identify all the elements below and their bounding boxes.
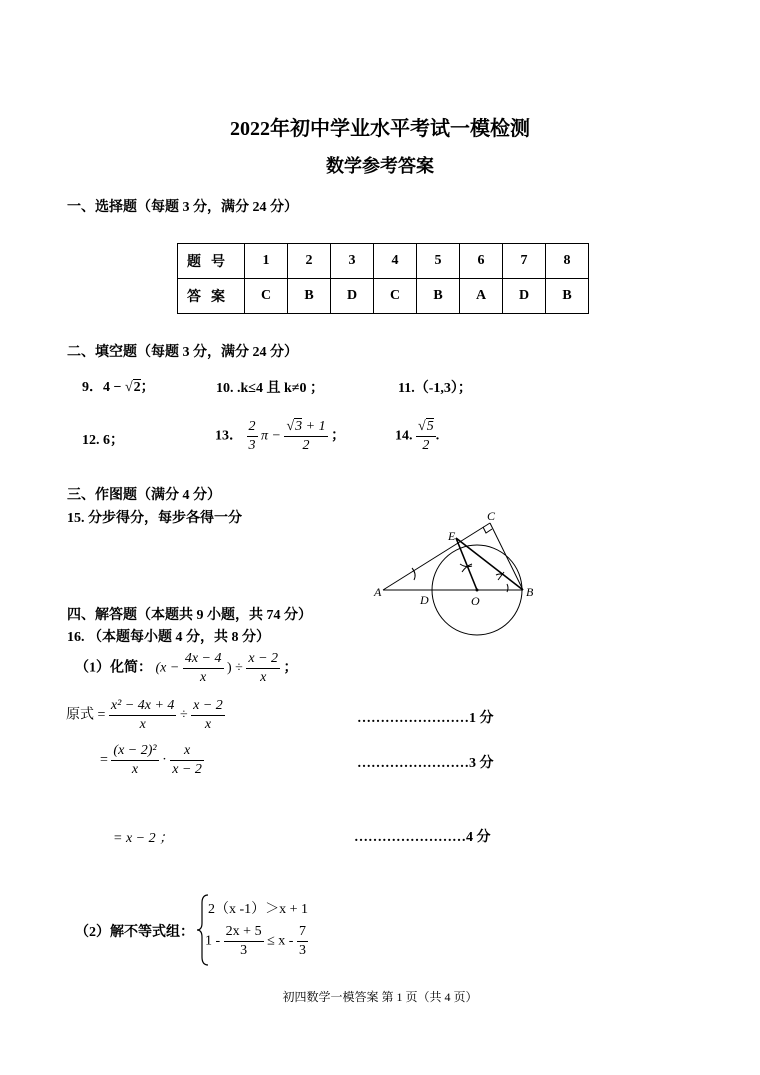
label-d: D: [420, 593, 429, 607]
q13-end: ；: [331, 428, 346, 444]
section2-heading: 二、填空题（每题 3 分，满分 24 分）: [67, 345, 298, 360]
answer-q10: 10. .k≤4 且 k≠0 ；: [216, 381, 324, 396]
table-cell: B: [288, 279, 331, 314]
q9-end: ；: [140, 380, 155, 395]
answer-q13: [215, 418, 345, 455]
table-cell: 2: [288, 244, 331, 279]
label-b: B: [526, 585, 534, 599]
table-cell: B: [417, 279, 460, 314]
table-cell: C: [245, 279, 288, 314]
score-step-3: ……………………4 分: [354, 830, 491, 845]
q14-label: 14.: [395, 428, 413, 444]
page-subtitle: 数学参考答案: [326, 156, 434, 176]
q13-mid: π −: [261, 428, 281, 444]
page-title: 2022年初中学业水平考试一模检测: [230, 118, 530, 140]
table-row-label: 题号: [178, 244, 245, 279]
q13-label: 13．: [215, 428, 243, 444]
table-cell: 4: [374, 244, 417, 279]
label-a: A: [374, 585, 382, 599]
table-row: [178, 279, 589, 314]
section4-heading: 四、解答题（本题共 9 小题，共 74 分）: [67, 608, 312, 623]
inequality-1: 2（x -1）＞x + 1: [208, 902, 309, 917]
answer-table: [177, 243, 589, 314]
q16-heading: 16. （本题每小题 4 分，共 8 分）: [67, 630, 270, 645]
table-row: [178, 244, 589, 279]
table-cell: 6: [460, 244, 503, 279]
answer-q11: 11.（-1,3）；: [398, 381, 472, 396]
q14-fraction: $\frac{√5}{2}$: [418, 419, 434, 453]
table-cell: 1: [245, 244, 288, 279]
q15-text: 15. 分步得分，每步各得一分: [67, 511, 242, 526]
q13-fraction-1: $\frac{2}{3}$: [248, 419, 256, 453]
table-row-label: 答案: [178, 279, 245, 314]
table-cell: A: [460, 279, 503, 314]
q13-fraction-2: $\frac{√3 + 1}{2}$: [286, 419, 326, 453]
score-step-2: ……………………3 分: [357, 756, 494, 771]
p1-label: （1）化简：: [75, 660, 152, 676]
page-footer: 初四数学一模答案 第 1 页（共 4 页）: [282, 990, 478, 1004]
q9-label: 9．: [82, 380, 103, 395]
solution-step-2: = $\frac{\text{(x − 2)²}}{x}$ · $\frac{x}{x - 2}$: [100, 743, 202, 777]
q9-root: 2: [133, 380, 141, 395]
solution-step-3: = x − 2 ；: [113, 831, 174, 846]
label-c: C: [487, 509, 496, 523]
section1-heading: 一、选择题（每题 3 分，满分 24 分）: [67, 200, 298, 215]
inequality-2: 1 - $\frac{2x + 5}{3}$ ≤ x - $\frac{7}{3}$: [205, 924, 306, 958]
table-cell: 3: [331, 244, 374, 279]
label-o: O: [471, 594, 480, 608]
table-cell: C: [374, 279, 417, 314]
score-step-1: ……………………1 分: [357, 711, 494, 726]
table-cell: B: [546, 279, 589, 314]
section3-heading: 三、作图题（满分 4 分）: [67, 488, 221, 503]
geometry-figure: [370, 508, 545, 672]
q9-expr: 4 −: [103, 380, 125, 395]
answer-q9: 9．4 − √2；: [82, 380, 155, 395]
q14-end: .: [435, 428, 440, 444]
table-cell: 7: [503, 244, 546, 279]
solution-step-1: 原式 = $\frac{\text{x² − 4x + 4}}{x}$ ÷ $\frac{x - 2}{x}$: [66, 698, 223, 732]
answer-q14: [395, 418, 439, 455]
table-cell: 8: [546, 244, 589, 279]
label-e: E: [448, 529, 456, 543]
table-cell: 5: [417, 244, 460, 279]
answer-q12: 12. 6；: [82, 433, 124, 448]
p2-label: （2）解不等式组：: [75, 925, 194, 940]
q16-part1: （1）化简： (x − $\frac{4x - 4}{x}$ ) ÷ $\frac{x - 2}{x}$ ；: [75, 651, 298, 685]
table-cell: D: [331, 279, 374, 314]
table-cell: D: [503, 279, 546, 314]
